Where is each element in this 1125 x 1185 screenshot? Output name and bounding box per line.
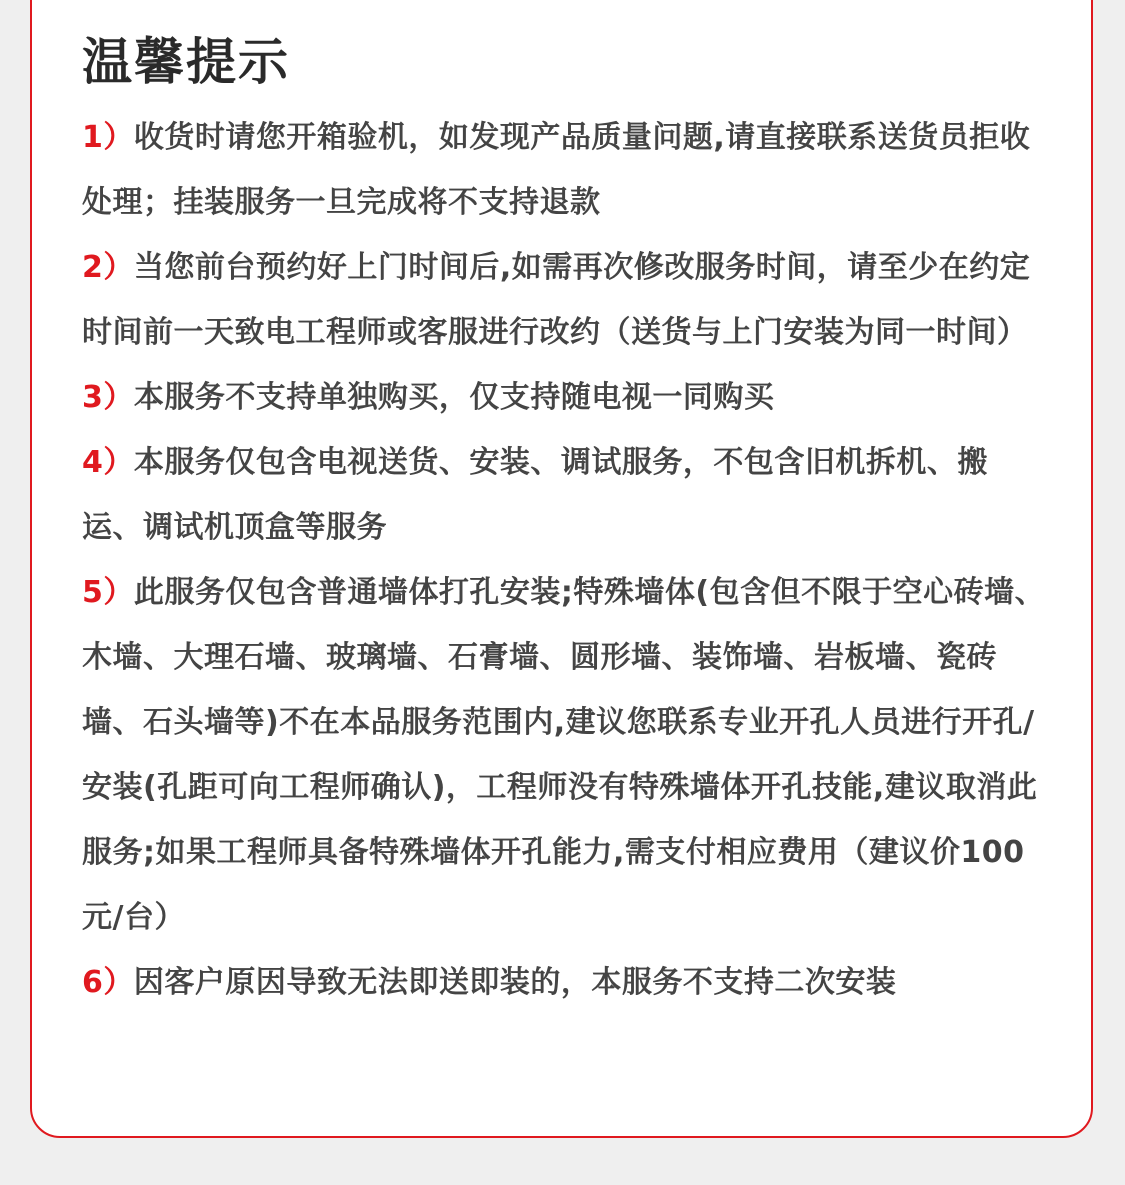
notice-item-3 <box>82 365 1047 430</box>
notice-item-5 <box>82 560 1047 950</box>
notice-item-text: 本服务仅包含电视送货、安装、调试服务，不包含旧机拆机、搬运、调试机顶盒等服务 <box>82 445 988 545</box>
notice-item-text: 此服务仅包含普通墙体打孔安装;特殊墙体(包含但不限于空心砖墙、木墙、大理石墙、玻璃墙、石膏墙、圆形墙、装饰墙、岩板墙、瓷砖墙、石头墙等)不在本品服务范围内,建议您联系专业开孔人员进行开孔/安装(孔距可向工程师确认)，工程师没有特殊墙体开孔技能,建议取消此服务;如果工程师具备特殊墙体开孔能力,需支付相应费用（建议价100元/台） <box>82 575 1046 935</box>
notice-item-number: 4） <box>82 445 134 480</box>
notice-item-number: 2） <box>82 250 134 285</box>
notice-item-2 <box>82 235 1047 365</box>
notice-item-text: 因客户原因导致无法即送即装的，本服务不支持二次安装 <box>133 965 897 1000</box>
notice-item-text: 本服务不支持单独购买，仅支持随电视一同购买 <box>133 380 775 415</box>
notice-title: 温馨提示 <box>82 33 290 91</box>
notice-item-text: 收货时请您开箱验机，如发现产品质量问题,请直接联系送货员拒收处理；挂装服务一旦完成将不支持退款 <box>82 120 1031 220</box>
notice-list <box>82 105 1047 1015</box>
notice-item-4 <box>82 430 1047 560</box>
notice-item-number: 3） <box>82 380 134 415</box>
notice-item-number: 6） <box>82 965 134 1000</box>
notice-item-number: 5） <box>82 575 134 610</box>
notice-item-text: 当您前台预约好上门时间后,如需再次修改服务时间，请至少在约定时间前一天致电工程师或客服进行改约（送货与上门安装为同一时间） <box>82 250 1031 350</box>
notice-item-number: 1） <box>82 120 134 155</box>
notice-item-1 <box>82 105 1047 235</box>
notice-item-6 <box>82 950 1047 1015</box>
